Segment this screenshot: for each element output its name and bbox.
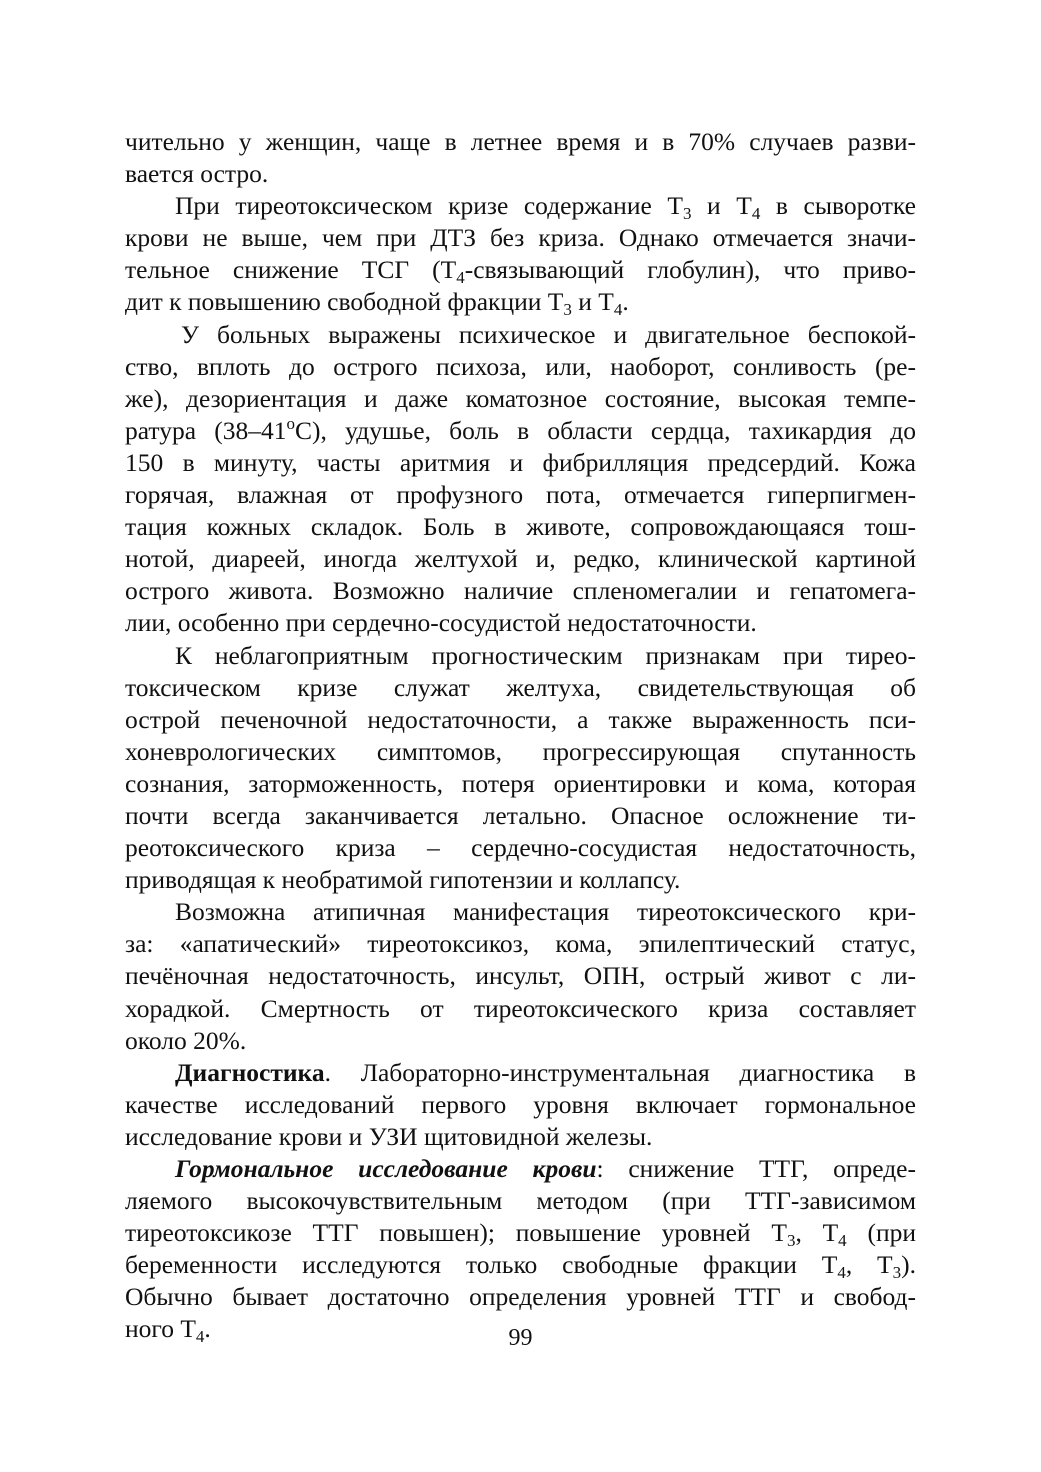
paragraph-diagnostics — [125, 1057, 916, 1153]
text-line — [125, 1057, 916, 1089]
text-line: тация кожных складок. Боль в животе, сопровождающаяся тош- — [125, 512, 916, 542]
text-line: токсическом кризе служат желтуха, свидетельствующая об — [125, 672, 916, 702]
text-line: К неблагоприятным прогностическим признакам при тирео- — [175, 640, 916, 670]
subscript: 3 — [563, 300, 572, 320]
subscript: 4 — [751, 204, 761, 224]
text-line — [125, 1217, 916, 1249]
paragraph-4 — [125, 640, 916, 897]
text-line: ляемого высокочувствительным методом (при ТТГ-зависимом — [125, 1186, 916, 1216]
page-body — [125, 126, 916, 1346]
text-line — [125, 286, 916, 318]
text-line: около 20%. — [125, 1025, 247, 1055]
text-run: : снижение ТТГ, опреде- — [596, 1154, 916, 1183]
subscript: 4 — [456, 268, 465, 288]
subscript: 4 — [195, 1327, 205, 1347]
text-line — [125, 1153, 916, 1185]
text-line: же), дезориентация и даже коматозное состояние, высокая темпе- — [125, 383, 916, 413]
text-line: горячая, влажная от профузного пота, отмечается гиперпигмен- — [125, 480, 916, 510]
text-run: тиреотоксикозе ТТГ повышен); повышение уровней Т — [125, 1218, 787, 1248]
paragraph-hormonal-test — [125, 1153, 916, 1346]
text-line: хорадкой. Смертность от тиреотоксического криза составляет — [125, 993, 916, 1023]
text-line: У больных выражены психическое и двигательное беспокой- — [181, 319, 916, 349]
text-line: почти всегда заканчивается летально. Опасное осложнение ти- — [125, 800, 916, 830]
text-run: . — [622, 287, 629, 317]
text-line: ство, вплоть до острого психоза, или, наоборот, сонливость (ре- — [125, 351, 916, 381]
text-line: лии, особенно при сердечно-сосудистой недостаточности. — [125, 608, 757, 638]
text-run: в сыворотке — [760, 191, 916, 221]
text-run: дит к повышению свободной фракции Т — [125, 287, 564, 317]
text-run: С), удушье, боль в области сердца, тахикардия до — [295, 415, 916, 445]
subscript: 3 — [786, 1231, 796, 1251]
text-run: , Т — [795, 1218, 839, 1248]
text-run: , Т — [845, 1250, 893, 1280]
text-line: вается остро. — [125, 159, 269, 189]
subscript: 3 — [682, 204, 692, 224]
subscript: 3 — [892, 1263, 902, 1283]
text-line: печёночная недостаточность, инсульт, ОПН, острый живот с ли- — [125, 961, 916, 991]
text-line — [125, 254, 916, 286]
text-line: Возможна атипичная манифестация тиреотоксического кри- — [175, 897, 916, 927]
superscript: о — [286, 413, 296, 433]
subscript: 4 — [613, 300, 623, 320]
text-line — [125, 415, 916, 447]
text-run: (при — [846, 1218, 916, 1248]
text-run: и Т — [691, 191, 752, 221]
text-line — [125, 1249, 916, 1281]
text-run: тельное снижение ТСГ (Т — [125, 255, 457, 285]
text-run: . — [204, 1314, 211, 1344]
text-line: 150 в минуту, часты аритмия и фибрилляция предсердий. Кожа — [125, 447, 916, 477]
text-run: При тиреотоксическом кризе содержание Т — [175, 191, 683, 221]
text-line — [125, 190, 916, 222]
section-heading-diagnostics: Диагностика — [175, 1057, 325, 1087]
paragraph-5 — [125, 896, 916, 1056]
paragraph-3 — [125, 319, 916, 640]
text-line: реотоксического криза – сердечно-сосудистая недостаточность, — [125, 833, 916, 863]
text-run: беременности исследуются только свободные фракции Т — [125, 1250, 838, 1280]
text-line: качестве исследований первого уровня включает гормональное — [125, 1089, 916, 1119]
text-line: сознания, заторможенность, потеря ориентировки и кома, которая — [125, 768, 916, 798]
text-line: хоневрологических симптомов, прогрессирующая спутанность — [125, 736, 916, 766]
text-run: ). — [901, 1250, 916, 1280]
subscript: 4 — [838, 1231, 847, 1251]
text-line: приводящая к необратимой гипотензии и коллапсу. — [125, 865, 681, 895]
text-line: острой печеночной недостаточности, а также выраженность пси- — [125, 704, 916, 734]
subheading-hormonal-test: Гормональное исследование крови — [175, 1154, 597, 1183]
text-line: крови не выше, чем при ДТЗ без криза. Однако отмечается значи- — [125, 223, 916, 253]
text-run: ратура (38–41 — [125, 415, 287, 445]
text-line: острого живота. Возможно наличие спленомегалии и гепатомега- — [125, 576, 916, 606]
text-run: -связывающий глобулин), что приво- — [464, 255, 917, 285]
text-run: . Лабораторно-инструментальная диагностика в — [324, 1057, 916, 1087]
text-line: Обычно бывает достаточно определения уровней ТТГ и свобод- — [125, 1282, 916, 1312]
text-run: ного Т — [125, 1314, 196, 1344]
paragraph-1 — [125, 126, 916, 190]
paragraph-2 — [125, 190, 916, 318]
text-line: чительно у женщин, чаще в летнее время и в 70% случаев разви- — [125, 127, 916, 156]
text-line: за: «апатический» тиреотоксикоз, кома, эпилептический статус, — [125, 929, 916, 959]
text-line: исследование крови и УЗИ щитовидной железы. — [125, 1121, 653, 1151]
text-run: и Т — [571, 287, 614, 317]
text-line: нотой, диареей, иногда желтухой и, редко, клинической картиной — [125, 544, 916, 574]
subscript: 4 — [837, 1263, 846, 1283]
page-number: 99 — [508, 1325, 533, 1351]
